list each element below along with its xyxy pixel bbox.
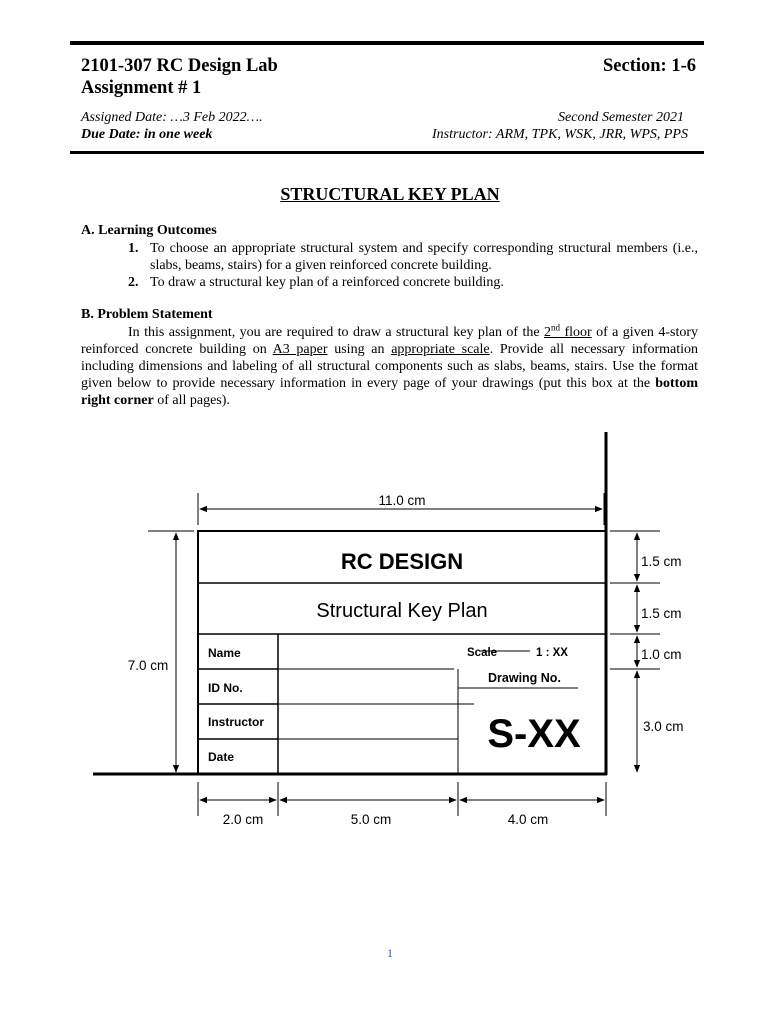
section-b-heading: B. Problem Statement	[81, 307, 213, 322]
paper-ref: A3 paper	[272, 342, 328, 357]
dim-label-total-height: 7.0 cm	[127, 658, 169, 673]
outcome-2-number: 2.	[128, 275, 139, 290]
tb-drawing-no-label: Drawing No.	[488, 671, 561, 685]
floor-ref: 2nd floor	[544, 322, 592, 340]
assigned-date: Assigned Date: …3 Feb 2022….	[81, 110, 263, 125]
tb-scale-label: Scale	[467, 647, 498, 659]
section-a-heading: A. Learning Outcomes	[81, 223, 217, 238]
dim-label-col1: 2.0 cm	[222, 812, 264, 827]
document-title: STRUCTURAL KEY PLAN	[280, 184, 500, 204]
course-title: 2101-307 RC Design Lab	[81, 56, 278, 76]
dim-label-row1: 1.5 cm	[641, 554, 682, 569]
tb-subtitle: Structural Key Plan	[316, 600, 488, 622]
dim-label-total-width: 11.0 cm	[378, 493, 426, 508]
dim-label-col2: 5.0 cm	[350, 812, 392, 827]
outcome-1-text: To choose an appropriate structural system and specify corresponding structural members (i.e., slabs, beams, stairs) for a given reinforced concrete building.	[150, 241, 698, 273]
scale-ref: appropriate scale	[391, 342, 490, 357]
tb-heading: RC DESIGN	[340, 549, 464, 574]
semester: Second Semester 2021	[558, 110, 684, 125]
section-label: Section: 1-6	[603, 56, 696, 76]
dim-label-col3: 4.0 cm	[507, 812, 549, 827]
page-number: 1	[387, 946, 393, 960]
corner-ref: bottom right corner	[81, 376, 698, 408]
tb-field-instructor: Instructor	[208, 715, 265, 729]
tb-scale-value: 1 : XX	[536, 647, 568, 659]
tb-field-name: Name	[208, 646, 241, 660]
assignment-label: Assignment # 1	[81, 78, 202, 98]
tb-field-id: ID No.	[208, 681, 243, 695]
dim-label-row2: 1.5 cm	[641, 606, 682, 621]
dim-label-row4: 3.0 cm	[643, 719, 684, 734]
dim-label-row3: 1.0 cm	[641, 647, 682, 662]
tb-field-date: Date	[208, 750, 235, 764]
outcome-1-number: 1.	[128, 241, 139, 256]
instructor-list: Instructor: ARM, TPK, WSK, JRR, WPS, PPS	[432, 127, 688, 142]
outcome-2-text: To draw a structural key plan of a reinforced concrete building.	[150, 275, 504, 290]
tb-drawing-no: S-XX	[487, 712, 581, 756]
problem-statement: In this assignment, you are required to draw a structural key plan of the 2nd floor of a given 4-story reinforced concrete building on A3 paper using an appropriate scale. Provide all necessary information including dimensions and labeling of all structural components such as slabs, beams, stairs. Use the format given below to provide necessary information in every page of your drawings (put this box at the bottom right corner of all pages).	[81, 322, 698, 408]
due-date: Due Date: in one week	[81, 127, 213, 142]
